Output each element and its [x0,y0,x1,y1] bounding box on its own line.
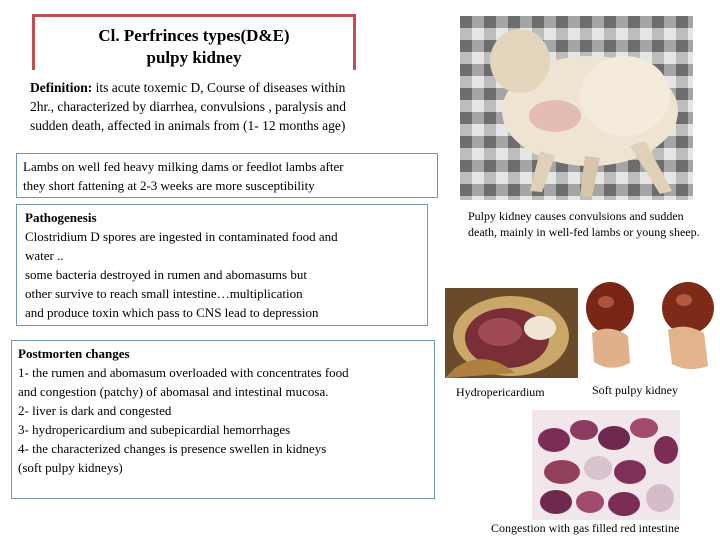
definition-line-2: 2hr., characterized by diarrhea, convulsions , paralysis and [30,99,347,114]
postmortem-line-4: 3- hydropericardium and subepicardial hemorrhages [18,422,291,437]
intestine-photo [532,410,680,520]
pathogenesis-line-2: water .. [25,248,64,263]
pulpy-kidney-photo [580,278,720,373]
susceptibility-line-2: they short fattening at 2-3 weeks are more susceptibility [23,178,315,193]
definition-line-1: its acute toxemic D, Course of diseases within [92,80,346,95]
postmortem-line-5: 4- the characterized changes is presence swellen in kidneys [18,441,327,456]
postmortem-heading: Postmorten changes [18,346,130,361]
definition-label: Definition: [30,80,93,95]
pathogenesis-line-4: other survive to reach small intestine…multiplication [25,286,303,301]
postmortem-line-6: (soft pulpy kidneys) [18,460,123,475]
postmortem-line-3: 2- liver is dark and congested [18,403,172,418]
definition-line-3: sudden death, affected in animals from (1- 12 months age) [30,118,346,133]
pathogenesis-line-5: and produce toxin which pass to CNS lead to depression [25,305,319,320]
susceptibility-box [16,153,438,198]
postmortem-box [11,340,435,499]
susceptibility-line-1: Lambs on well fed heavy milking dams or feedlot lambs after [23,159,344,174]
pathogenesis-line-1: Clostridium D spores are ingested in contaminated food and [25,229,338,244]
slide-title [32,14,356,70]
pulpy-kidney-caption: Soft pulpy kidney [592,383,678,397]
hydropericardium-photo [445,288,578,378]
intestine-caption: Congestion with gas filled red intestine [491,521,680,535]
postmortem-line-1: 1- the rumen and abomasum overloaded with concentrates food [18,365,349,380]
title-line-1: Cl. Perfrinces types(D&E) [98,26,290,45]
hydropericardium-caption: Hydropericardium [456,385,545,399]
title-line-2: pulpy kidney [146,48,242,67]
definition-text [30,78,420,135]
postmortem-line-2: and congestion (patchy) of abomasal and intestinal mucosa. [18,384,329,399]
lamb-photo [460,16,693,200]
pathogenesis-line-3: some bacteria destroyed in rumen and abomasums but [25,267,307,282]
pathogenesis-heading: Pathogenesis [25,210,97,225]
lamb-caption: Pulpy kidney causes convulsions and sudden death, mainly in well-fed lambs or young sheep. [468,209,700,239]
pathogenesis-box [16,204,428,326]
